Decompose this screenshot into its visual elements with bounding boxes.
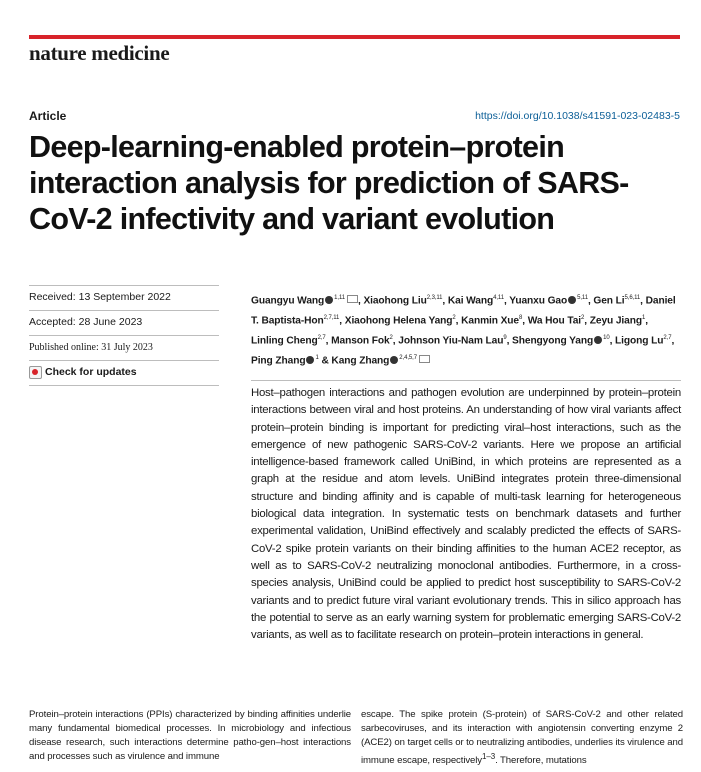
orcid-icon[interactable] (594, 336, 602, 344)
author-name[interactable]: , Xiaohong Liu (357, 295, 427, 307)
header-accent-bar (29, 35, 680, 39)
article-dates (29, 285, 219, 386)
author-name[interactable]: , Xiaohong Helena Yang (339, 315, 453, 327)
author-affiliation: 10 (603, 334, 610, 341)
author-affiliation: 2,7 (317, 334, 326, 341)
author-name[interactable]: , Kanmin Xue (455, 315, 519, 327)
author-name[interactable]: , Daniel T. Baptista-Hon (251, 295, 676, 327)
author-name[interactable]: , Shengyong Yang (506, 335, 594, 347)
author-list (251, 290, 681, 370)
author-name[interactable]: , Kai Wang (442, 295, 494, 307)
author-affiliation: 5,11 (577, 295, 588, 301)
body-text: escape. The spike protein (S-protein) of SARS-CoV-2 and other related sarbecoviruses, and its interaction with angiotensin converting enzyme 2 (ACE2) on target cells or to neutralizing antibodies, underlies its virulence and immune escape, respectively (361, 709, 683, 767)
author-name[interactable]: Guangyu Wang (251, 295, 325, 307)
email-icon[interactable] (419, 355, 430, 363)
author-name[interactable]: , Ligong Lu (609, 335, 664, 347)
author-affiliation: 1 (315, 354, 319, 361)
author-affiliation: 2,7,11 (323, 314, 340, 321)
body-text: . Therefore, mutations (495, 755, 587, 767)
doi-link[interactable]: https://doi.org/10.1038/s41591-023-02483-5 (475, 110, 680, 122)
abstract-text: Host–pathogen interactions and pathogen evolution are underpinned by protein–protein interactions between viral and host proteins. An understanding of how viral variants affect protein–protein binding is important for predicting viral–host interactions, such as the emergence of new pathogenic SARS-CoV-2 variants. Here we propose an artificial intelligence-based framework called UniBind, in which proteins are represented as a graph at the residue and atom levels. UniBind integrates protein three-dimensional structure and binding affinity and is capable of multi-task learning for heterogeneous biological data integration. In systematic tests on benchmark datasets and further experimental validation, UniBind effectively and scalably predicted the effects of SARS-CoV-2 spike protein variants on their binding affinities to the human ACE2 receptor, as well as to SARS-CoV-2 neutralizing monoclonal antibodies. Furthermore, in a cross-species analysis, UniBind could be applied to predict host susceptibility to SARS-CoV-2 variants and to predict future viral variant evolutionary trends. This in silico approach has the potential to serve as an early warning system for problematic emerging SARS-CoV-2 variants, as well as to facilitate research on protein–protein interactions in general. (251, 387, 681, 642)
abstract-divider (251, 380, 681, 381)
orcid-icon[interactable] (306, 356, 314, 364)
published-date: Published online: 31 July 2023 (29, 335, 219, 360)
author-affiliation: 9 (503, 334, 507, 341)
email-icon[interactable] (347, 295, 358, 303)
citation-reference[interactable]: 1–3 (482, 752, 496, 762)
body-column-right (361, 708, 683, 769)
author-name[interactable]: , Linling Cheng (251, 315, 648, 347)
author-name[interactable]: , Johnson Yiu-Nam Lau (392, 335, 504, 347)
author-affiliation: 2,3,11 (426, 295, 443, 301)
author-name[interactable]: , Gen Li (587, 295, 625, 307)
author-name[interactable]: , Wa Hou Tai (522, 315, 582, 327)
author-name[interactable]: , Manson Fok (325, 335, 390, 347)
author-name[interactable]: , Zeyu Jiang (584, 315, 642, 327)
author-affiliation: 2,7 (663, 334, 672, 341)
article-title: Deep-learning-enabled protein–protein interaction analysis for prediction of SARS-CoV-2 infectivity and variant evolution (29, 130, 629, 236)
author-affiliation: 2 (452, 314, 456, 321)
check-for-updates[interactable] (29, 360, 219, 386)
author-name[interactable]: , Ping Zhang (251, 335, 675, 367)
orcid-icon[interactable] (390, 356, 398, 364)
author-affiliation: 8 (519, 314, 523, 321)
journal-name: nature medicine (29, 41, 170, 65)
body-column-left: Protein–protein interactions (PPIs) characterized by binding affinities underlie many fundamental biomedical processes. In microbiology and infectious disease research, such interactions determine patho-gen–host interactions and processes such as virulence and immune (29, 709, 351, 763)
received-date: Received: 13 September 2022 (29, 285, 219, 310)
author-affiliation: 1 (641, 314, 646, 321)
article-type-label: Article (29, 109, 67, 123)
check-updates-icon (29, 366, 42, 379)
accepted-date: Accepted: 28 June 2023 (29, 310, 219, 335)
author-affiliation: 2,4,5,7 (399, 354, 417, 361)
author-affiliation: 2 (389, 334, 393, 341)
check-updates-label: Check for updates (45, 366, 137, 378)
author-affiliation: 4,11 (493, 295, 504, 301)
author-name[interactable]: , Yuanxu Gao (503, 295, 568, 307)
orcid-icon[interactable] (568, 296, 576, 304)
author-name[interactable]: & Kang Zhang (318, 355, 390, 367)
orcid-icon[interactable] (325, 296, 333, 304)
author-affiliation: 5,6,11 (624, 295, 641, 301)
author-affiliation: 1,11 (334, 295, 345, 301)
author-affiliation: 2 (581, 314, 585, 321)
